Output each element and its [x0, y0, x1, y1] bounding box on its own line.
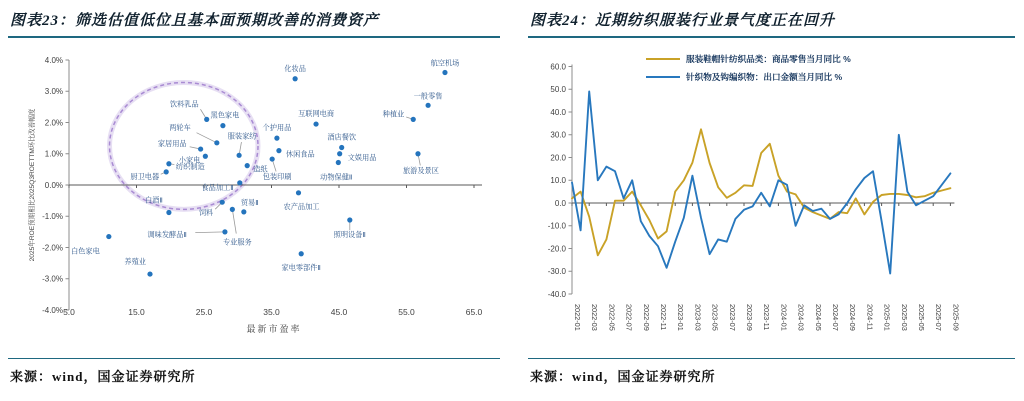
scatter-point-label: 小家电	[178, 155, 201, 165]
scatter-point-label: 农产品加工	[283, 201, 320, 211]
y-tick-label: -3.0%	[42, 274, 63, 284]
x-tick-label: 5.0	[63, 307, 75, 317]
y-tick-label: -20.0	[547, 244, 566, 254]
scatter-point	[270, 156, 275, 161]
scatter-point-label: 一般零售	[413, 91, 443, 101]
figure-24-title: 图表24：近期纺织服装行业景气度正在回升	[530, 13, 836, 29]
x-tick-label: 25.0	[195, 307, 213, 317]
x-tick-label: 2025-03	[899, 304, 909, 331]
scatter-point-label: 照明设备Ⅱ	[333, 230, 366, 239]
scatter-point-label: 饮料乳品	[169, 99, 199, 109]
x-tick-label: 45.0	[330, 307, 348, 317]
x-tick-label: 2022-09	[641, 304, 651, 331]
x-tick-label: 2023-01	[676, 304, 686, 331]
x-tick-label: 2024-11	[865, 304, 875, 331]
scatter-point-label: 休闲食品	[285, 149, 315, 159]
y-tick-label: 10.0	[550, 176, 566, 186]
scatter-point-label: 互联网电商	[298, 109, 335, 119]
scatter-point-label: 航空机场	[430, 58, 460, 68]
scatter-point	[442, 70, 447, 75]
scatter-point-label: 家居用品	[157, 139, 187, 149]
scatter-point	[164, 169, 169, 174]
scatter-point	[336, 160, 341, 165]
title-underline	[8, 36, 500, 38]
y-tick-label: -1.0%	[42, 212, 63, 222]
scatter-point-label: 养殖业	[124, 257, 146, 267]
scatter-point-label: 饲料	[198, 208, 214, 218]
scatter-point	[214, 140, 219, 145]
scatter-point-label: 酒店餐饮	[327, 132, 357, 142]
scatter-point	[245, 163, 250, 168]
scatter-point-label: 食品加工Ⅱ	[201, 182, 234, 192]
x-tick-label: 2025-01	[882, 304, 892, 331]
scatter-point	[293, 76, 298, 81]
scatter-point	[230, 207, 235, 212]
x-tick-label: 2022-11	[659, 304, 668, 331]
scatter-point-label: 个护用品	[262, 123, 292, 133]
x-tick-label: 35.0	[263, 307, 280, 317]
scatter-point	[220, 123, 225, 128]
scatter-point	[106, 234, 111, 239]
x-tick-label: 65.0	[465, 307, 483, 317]
scatter-point-label: 造纸	[253, 164, 268, 174]
x-tick-label: 2023-03	[693, 304, 703, 331]
scatter-point	[276, 148, 281, 153]
scatter-point-label: 包装印刷	[262, 172, 292, 182]
scatter-point-label: 文娱用品	[347, 152, 377, 162]
y-tick-label: 3.0%	[44, 87, 63, 97]
label-connector	[197, 133, 217, 143]
y-tick-label: 40.0	[550, 107, 566, 117]
y-tick-label: 1.0%	[44, 149, 63, 159]
x-tick-label: 2023-07	[727, 304, 737, 331]
y-tick-label: 60.0	[550, 62, 566, 72]
scatter-point	[203, 154, 208, 159]
y-tick-label: -10.0	[547, 221, 566, 231]
x-tick-label: 2024-01	[779, 304, 789, 331]
label-connector	[232, 209, 236, 233]
scatter-point-label: 纺织制造	[175, 161, 205, 171]
series-line-1	[572, 92, 950, 274]
scatter-point	[237, 180, 242, 185]
y-tick-label: 0.0	[554, 198, 566, 208]
x-tick-label: 2022-01	[573, 304, 582, 331]
x-tick-label: 2024-03	[796, 304, 806, 331]
x-tick-label: 2025-07	[934, 304, 944, 331]
y-tick-label: -4.0%	[42, 305, 63, 315]
scatter-point-label: 旅游及景区	[402, 165, 439, 175]
scatter-point-label: 厨卫电器	[130, 171, 160, 181]
x-tick-label: 2022-05	[607, 304, 617, 331]
legend-label: 针织物及钩编织物：出口金额当月同比 %	[686, 72, 843, 83]
scatter-point	[426, 103, 431, 108]
x-tick-label: 2024-09	[848, 304, 858, 331]
x-tick-label: 2025-05	[917, 304, 926, 331]
scatter-point	[299, 251, 304, 256]
scatter-point	[347, 217, 352, 222]
scatter-point	[274, 136, 279, 141]
scatter-point-label: 调味发酵品Ⅱ	[147, 229, 187, 239]
scatter-point	[147, 271, 152, 276]
scatter-point-label: 黑色家电	[210, 110, 240, 120]
x-tick-label: 2025-09	[951, 304, 961, 331]
scatter-point	[241, 209, 246, 214]
y-tick-label: 30.0	[550, 130, 566, 140]
scatter-point	[411, 117, 416, 122]
title-underline	[528, 36, 1015, 38]
x-tick-label: 2024-07	[831, 304, 840, 331]
scatter-point	[166, 210, 171, 215]
line-chart	[528, 42, 1015, 354]
y-tick-label: 4.0%	[44, 55, 63, 65]
y-tick-label: -40.0	[547, 289, 566, 299]
scatter-point-label: 种植业	[382, 109, 405, 119]
scatter-point-label: 专业服务	[222, 237, 252, 247]
scatter-point-label: 白酒Ⅱ	[144, 195, 163, 205]
scatter-x-axis-title: 最新市盈率	[246, 324, 302, 334]
scatter-point	[204, 117, 209, 122]
scatter-y-axis-title: 2025年ROE预期相比2025Q3ROETTM环比改善幅度	[29, 108, 36, 262]
figure-panel-23	[8, 0, 500, 401]
scatter-point-label: 动物保健Ⅱ	[320, 172, 353, 182]
panel-bottom-rule	[8, 358, 500, 359]
y-tick-label: -2.0%	[42, 243, 63, 253]
scatter-point-label: 服装家纺	[227, 131, 257, 141]
scatter-point	[415, 151, 420, 156]
scatter-point	[337, 151, 342, 156]
y-tick-label: -30.0	[547, 267, 566, 277]
scatter-point	[339, 145, 344, 150]
scatter-point	[222, 229, 227, 234]
line-chart-holder	[528, 42, 1015, 359]
scatter-chart-holder	[8, 42, 500, 357]
scatter-point	[166, 161, 171, 166]
x-tick-label: 2023-05	[710, 304, 720, 331]
scatter-point	[237, 153, 242, 158]
figure-panel-24	[528, 0, 1015, 401]
scatter-point-label: 化妆品	[284, 63, 306, 73]
scatter-point-label: 家电零部件Ⅱ	[281, 262, 321, 272]
label-connector	[195, 232, 225, 233]
y-tick-label: 0.0%	[44, 180, 63, 190]
scatter-point	[296, 190, 301, 195]
scatter-point-label: 贸易Ⅱ	[240, 197, 259, 207]
x-tick-label: 2022-03	[590, 304, 600, 331]
x-tick-label: 55.0	[398, 307, 415, 317]
x-tick-label: 2023-11	[762, 304, 772, 331]
scatter-point	[220, 200, 225, 205]
scatter-chart	[8, 42, 500, 352]
panel-bottom-rule	[528, 358, 1015, 359]
x-tick-label: 2022-07	[624, 304, 634, 331]
scatter-point-label: 两轮车	[169, 122, 191, 132]
figure-23-source: 来源：wind，国金证券研究所	[10, 369, 196, 384]
x-tick-label: 15.0	[128, 307, 145, 317]
y-tick-label: 20.0	[550, 153, 566, 163]
legend-label: 服装鞋帽针纺织品类：商品零售当月同比 %	[686, 54, 851, 65]
scatter-point-label: 白色家电	[71, 246, 100, 256]
y-tick-label: 2.0%	[44, 118, 63, 128]
x-tick-label: 2023-09	[745, 304, 754, 331]
x-tick-label: 2024-05	[813, 304, 823, 331]
figure-23-title: 图表23：筛选估值低位且基本面预期改善的消费资产	[10, 13, 380, 29]
scatter-point	[313, 121, 318, 126]
scatter-point	[198, 146, 203, 151]
figure-24-source: 来源：wind，国金证券研究所	[530, 369, 716, 384]
y-tick-label: 50.0	[550, 85, 566, 95]
